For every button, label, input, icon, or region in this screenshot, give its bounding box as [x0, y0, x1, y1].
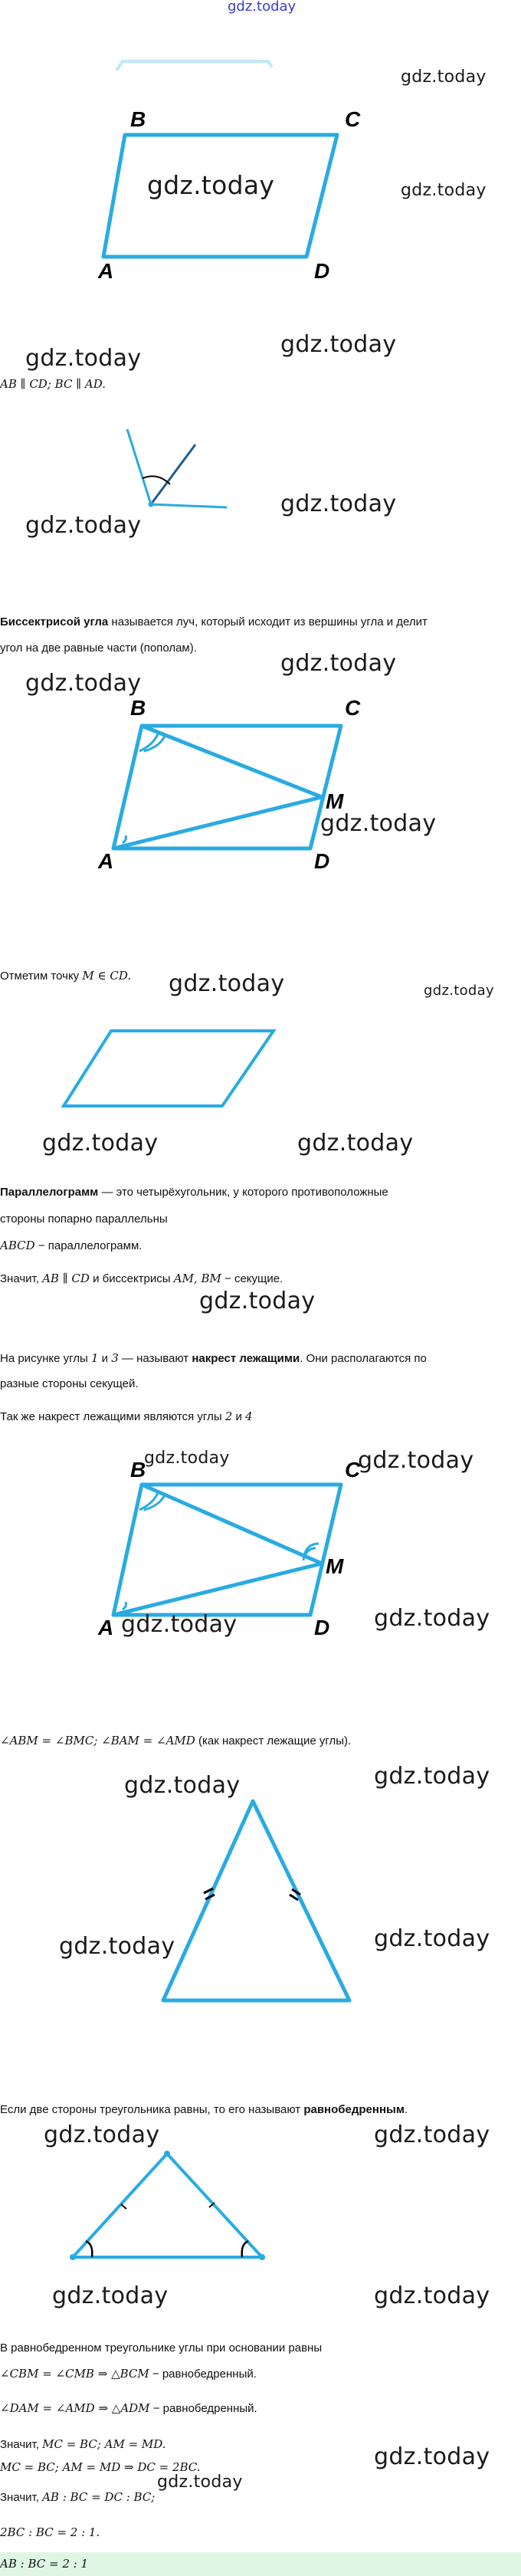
parallelogram-bisectors-figure	[0, 690, 521, 881]
mark-point-math: M ∈ CD.	[82, 969, 132, 983]
watermark: gdz.today	[374, 2443, 490, 2470]
vertex-label-d: D	[314, 849, 330, 873]
angles-mid2: — называют	[118, 1352, 192, 1365]
vertex-label-c: C	[345, 696, 361, 720]
mark-point-text	[0, 967, 131, 985]
angles-math2: 3	[111, 1351, 119, 1365]
so2-prefix: Значит,	[0, 2438, 43, 2451]
bcm-statement	[0, 2365, 257, 2383]
abcd-rest: − параллелограмм.	[34, 1239, 143, 1252]
mark-point-prefix: Отметим точку	[0, 970, 83, 983]
isosceles-definition	[0, 2102, 408, 2118]
also-prefix: Так же накрест лежащими являются углы	[0, 1410, 225, 1423]
adm-math: ∠DAM = ∠AMD ⇒ △ADM	[0, 2401, 150, 2415]
alternate-angles-line2: разные стороны секущей.	[0, 1377, 139, 1390]
watermark: gdz.today	[374, 1925, 490, 1952]
watermark: gdz.today	[320, 810, 437, 837]
watermark: gdz.today	[280, 650, 397, 677]
watermark: gdz.today	[157, 2473, 243, 2492]
so-math: AB ∥ CD	[42, 1272, 90, 1285]
also-math: 2	[224, 1409, 233, 1423]
watermark: gdz.today	[42, 1130, 159, 1157]
watermark: gdz.today	[374, 1605, 490, 1632]
watermark: gdz.today	[401, 181, 487, 200]
angles-prefix: На рисунке углы	[0, 1352, 91, 1365]
so3-prefix: Значит,	[0, 2491, 43, 2504]
watermark: gdz.today	[280, 491, 397, 517]
vertex-label-a: A	[98, 849, 114, 873]
watermark: gdz.today	[59, 1933, 175, 1960]
parallelogram-figure-1	[0, 0, 521, 307]
so-mid: и биссектрисы	[89, 1272, 174, 1285]
vertex-label-d: D	[314, 259, 330, 283]
eq-rest: (как накрест лежащие углы).	[195, 1734, 352, 1747]
vertex-label-b: B	[130, 696, 146, 720]
parallelogram-figure-2	[0, 1019, 521, 1127]
alternate-angles-text	[0, 1350, 427, 1367]
bisector-figure	[0, 414, 521, 567]
so2-math: MC = BC; AM = MD.	[42, 2437, 166, 2451]
isosceles-triangle-figure	[0, 1786, 521, 2031]
also-alternate-text	[0, 1408, 253, 1426]
isosceles-term: равнобедренным	[303, 2103, 405, 2116]
so2-statement	[0, 2436, 166, 2453]
bcm-rest: − равнобедренный.	[149, 2368, 257, 2381]
also-math2: 4	[245, 1409, 253, 1423]
parallel-statement: AB ∥ CD; BC ∥ AD.	[0, 377, 106, 391]
abcd-math: ABCD	[0, 1239, 35, 1252]
watermark: gdz.today	[144, 1449, 230, 1468]
bisector-rest: называется луч, который исходит из вершины угла и делит	[108, 615, 428, 628]
watermark: gdz.today	[401, 67, 487, 87]
vertex-label-a: A	[98, 1616, 114, 1639]
so-rest: − секущие.	[221, 1272, 283, 1285]
watermark: gdz.today	[297, 1130, 414, 1157]
bisector-definition-line2: угол на две равные части (пополам).	[0, 642, 197, 655]
parallelogram-rest: — это четырёхугольник, у которого противоположные	[98, 1186, 388, 1199]
so-math2: AM, BM	[173, 1272, 221, 1285]
parallelogram-definition-line2: стороны попарно параллельны	[0, 1213, 168, 1226]
watermark: gdz.today	[121, 1611, 238, 1638]
watermark: gdz.today	[44, 2122, 160, 2148]
vertex-label-m: M	[326, 789, 344, 813]
watermark: gdz.today	[25, 512, 142, 539]
bisector-term: Биссектрисой угла	[0, 615, 109, 628]
vertex-label-b: B	[130, 1458, 146, 1482]
ratio-line: 2BC : BC = 2 : 1.	[0, 2525, 100, 2539]
so-prefix: Значит,	[0, 1272, 43, 1285]
watermark: gdz.today	[52, 2282, 169, 2309]
eq-math: ∠ABM = ∠BMC; ∠BAM = ∠AMD	[0, 1734, 195, 1747]
watermark: gdz.today	[169, 970, 285, 997]
bisector-definition	[0, 614, 428, 631]
isosceles-end: .	[404, 2103, 408, 2116]
angles-rest: . Они располагаются по	[300, 1352, 427, 1365]
watermark: gdz.today	[280, 331, 397, 358]
base-angles-text: В равнобедренном треугольнике углы при основании равны	[0, 2341, 323, 2354]
vertex-label-a: A	[98, 259, 114, 283]
answer-text: AB : BC = 2 : 1	[0, 2557, 89, 2571]
watermark: gdz.today	[25, 345, 142, 372]
watermark: gdz.today	[199, 1288, 316, 1314]
vertex-label-c: C	[345, 107, 361, 131]
angles-term: накрест лежащими	[192, 1352, 300, 1365]
header-logo[interactable]: gdz.today	[228, 0, 297, 15]
angle-equalities	[0, 1732, 351, 1750]
mc-line: MC = BC; AM = MD ⇒ DC = 2BC.	[0, 2460, 201, 2474]
angles-math1: 1	[90, 1351, 99, 1365]
secants-statement	[0, 1270, 283, 1288]
watermark: gdz.today	[374, 2122, 490, 2148]
watermark: gdz.today	[424, 983, 494, 999]
so3-math: AB : BC = DC : BC;	[42, 2490, 156, 2504]
vertex-label-c: C	[345, 1458, 361, 1482]
vertex-label-m: M	[326, 1554, 344, 1578]
abcd-statement	[0, 1237, 142, 1255]
so3-statement	[0, 2489, 155, 2506]
parallelogram-term: Параллелограмм	[0, 1186, 99, 1199]
bcm-math: ∠CBM = ∠CMB ⇒ △BCM	[0, 2367, 149, 2381]
also-mid: и	[232, 1410, 246, 1423]
vertex-label-b: B	[130, 107, 146, 131]
parallelogram-definition	[0, 1184, 388, 1201]
adm-rest: − равнобедренный.	[149, 2402, 257, 2415]
watermark: gdz.today	[124, 1772, 241, 1799]
vertex-label-d: D	[314, 1616, 330, 1639]
small-isosceles-triangle-figure	[0, 2146, 521, 2261]
isosceles-prefix: Если две стороны треугольника равны, то его называют	[0, 2103, 304, 2116]
watermark: gdz.today	[25, 670, 142, 697]
watermark: gdz.today	[147, 170, 275, 200]
watermark: gdz.today	[358, 1447, 474, 1474]
watermark: gdz.today	[374, 1763, 490, 1790]
angles-mid: и	[98, 1352, 112, 1365]
adm-statement	[0, 2400, 257, 2417]
watermark: gdz.today	[374, 2282, 490, 2309]
